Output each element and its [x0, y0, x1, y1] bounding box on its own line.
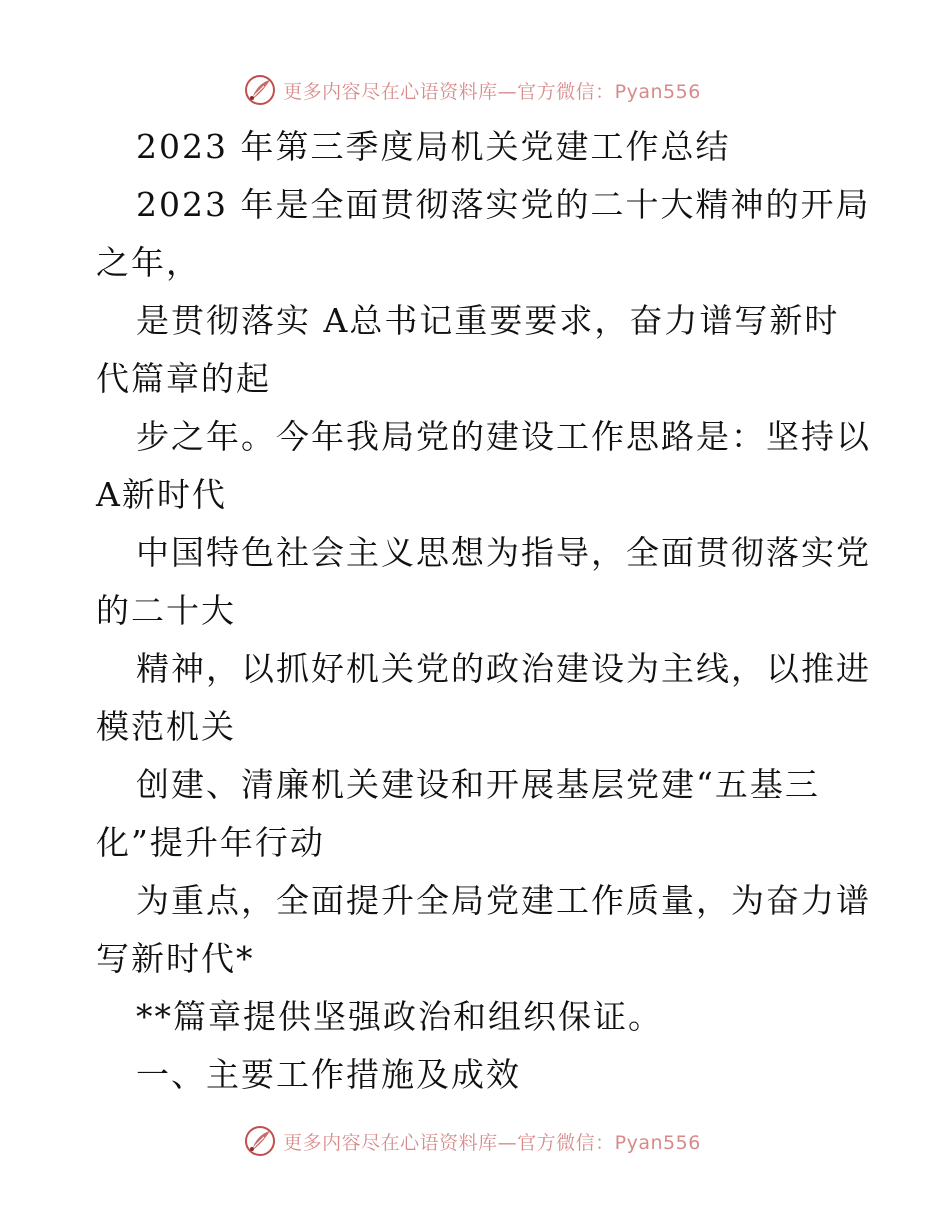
watermark-text: 更多内容尽在心语资料库—官方微信：Pyan556 — [283, 1131, 701, 1154]
text-line: 的二十大 — [96, 591, 236, 630]
text-line: 为重点，全面提升全局党建工作质量，为奋力谱 — [136, 881, 871, 920]
document-body — [96, 118, 871, 1104]
watermark-text: 更多内容尽在心语资料库—官方微信：Pyan556 — [283, 80, 701, 103]
feather-pen-logo-icon — [243, 1124, 277, 1158]
text-line: 一、主要工作措施及成效 — [136, 1055, 521, 1094]
text-line: 步之年。今年我局党的建设工作思路是：坚持以 — [136, 417, 871, 456]
text-line: 中国特色社会主义思想为指导，全面贯彻落实党 — [136, 533, 871, 572]
header-watermark — [0, 70, 950, 110]
text-line: 之年， — [96, 243, 201, 282]
text-line: **篇章提供坚强政治和组织保证。 — [136, 997, 663, 1036]
text-line: 是贯彻落实 A总书记重要要求，奋力谱写新时 — [136, 301, 840, 340]
text-line: 模范机关 — [96, 707, 236, 746]
text-line: 代篇章的起 — [96, 359, 271, 398]
text-line: 化”提升年行动 — [96, 823, 325, 862]
text-line: 精神，以抓好机关党的政治建设为主线，以推进 — [136, 649, 871, 688]
watermark-group — [243, 1124, 701, 1158]
watermark-group — [243, 73, 701, 107]
footer-watermark — [0, 1121, 950, 1161]
feather-pen-logo-icon — [243, 73, 277, 107]
text-line: 写新时代* — [96, 939, 255, 978]
text-line: 2023 年第三季度局机关党建工作总结 — [136, 127, 731, 166]
text-line: A新时代 — [96, 475, 227, 514]
text-line: 2023 年是全面贯彻落实党的二十大精神的开局 — [136, 185, 871, 224]
text-line: 创建、清廉机关建设和开展基层党建“五基三 — [136, 765, 820, 804]
